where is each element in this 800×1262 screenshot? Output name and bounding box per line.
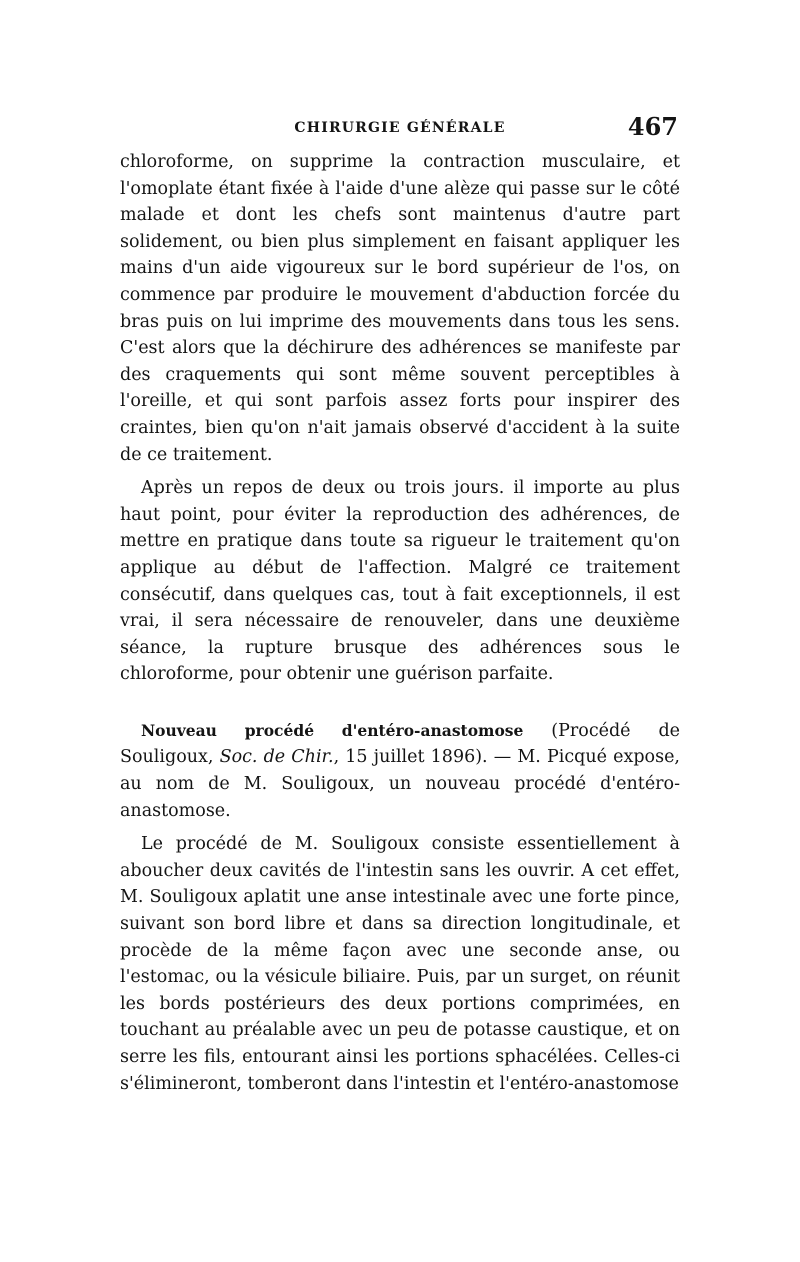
section-text-after: , 15 juillet 1896). — M. Picqué expose, au nom de M. Souligoux, un nouveau procédé d'entéro-anastomose. xyxy=(120,747,680,821)
body-text xyxy=(120,149,680,1097)
procedure-paragraph: Le procédé de M. Souligoux consiste essentiellement à aboucher deux cavités de l'intestin sans les ouvrir. A cet effet, M. Souligoux aplatit une anse intestinale avec une forte pince, suivant son bord libre et dans sa direction longitudinale, et procède de la même façon avec une seconde anse, ou l'estomac, ou la vésicule biliaire. Puis, par un surget, on réunit les bords postérieurs des deux portions comprimées, en touchant au préalable avec un peu de potasse caustique, et on serre les fils, entourant ainsi les portions sphacélées. Celles-ci s'élimineront, tomberont dans l'intestin et l'entéro-anastomose xyxy=(120,834,680,1094)
running-header xyxy=(120,112,680,146)
section-text-before: (Procédé de Souligoux, xyxy=(120,720,681,768)
section-heading: Nouveau procédé d'entéro-anastomose xyxy=(141,720,524,740)
page-number: 467 xyxy=(627,112,678,141)
journal-reference: Soc. de Chir. xyxy=(219,747,334,768)
book-page xyxy=(120,112,680,1097)
running-title: CHIRURGIE GÉNÉRALE xyxy=(294,120,506,136)
paragraph-continuation: chloroforme, on supprime la contraction musculaire, et l'omoplate étant fixée à l'aide d'une alèze qui passe sur le côté malade et dont les chefs sont maintenus d'autre part solidement, ou bien plus simplement en faisant appliquer les mains d'un aide vigoureux sur le bord supérieur de l'os, on commence par produire le mouvement d'abduction forcée du bras puis on lui imprime des mouvements dans tous les sens. C'est alors que la déchirure des adhérences se manifeste par des craquements qui sont même souvent perceptibles à l'oreille, et qui sont parfois assez forts pour inspirer des craintes, bien qu'on n'ait jamais observé d'accident à la suite de ce traitement. xyxy=(120,152,680,465)
section-paragraph xyxy=(120,718,680,824)
paragraph-after-rest: Après un repos de deux ou trois jours. il importe au plus haut point, pour éviter la reproduction des adhérences, de mettre en pratique dans toute sa rigueur le traitement qu'on applique au début de l'affection. Malgré ce traitement consécutif, dans quelques cas, tout à fait exceptionnels, il est vrai, il sera nécessaire de renouveler, dans une deuxième séance, la rupture brusque des adhérences sous le chloroforme, pour obtenir une guérison parfaite. xyxy=(120,478,680,685)
